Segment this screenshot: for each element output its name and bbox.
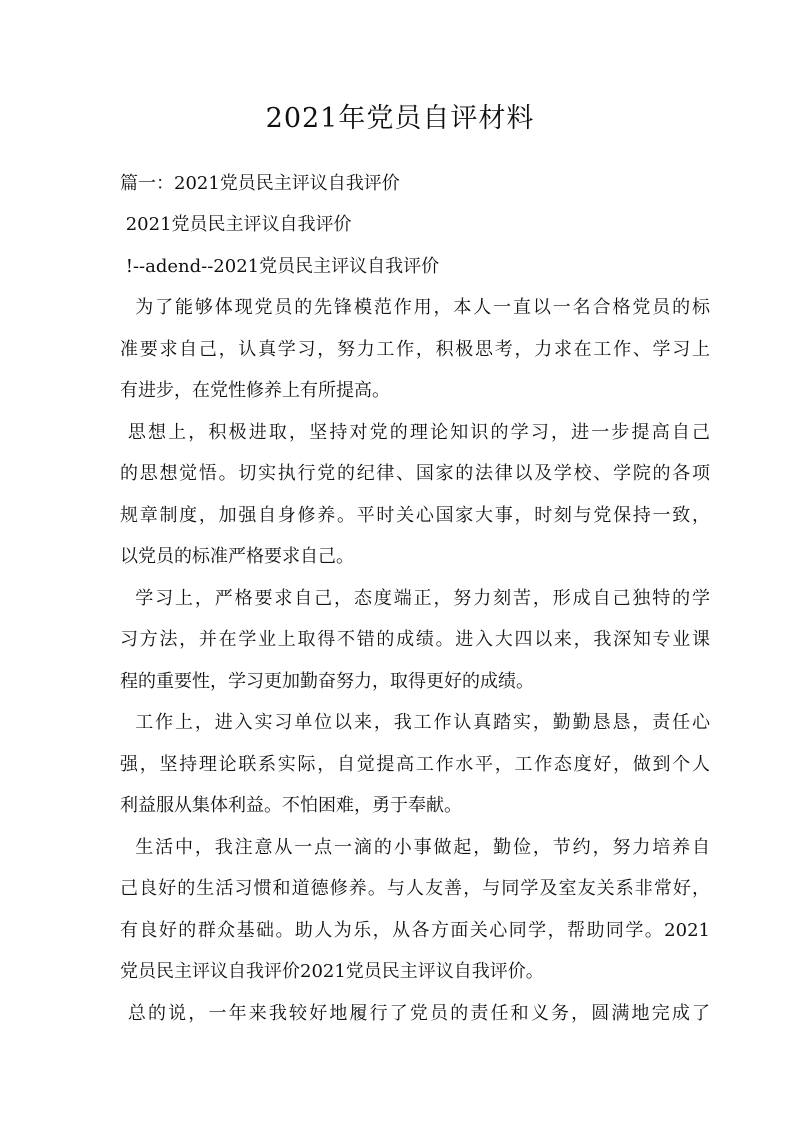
paragraph-line: 学习上，严格要求自己，态度端正，努力刻苦，形成自己独特的学 xyxy=(120,588,710,609)
section-heading: 篇一：2021党员民主评议自我评价 xyxy=(120,173,400,194)
paragraph-line: 强，坚持理论联系实际，自觉提高工作水平，工作态度好，做到个人 xyxy=(120,754,710,775)
paragraph-line: 习方法，并在学业上取得不错的成绩。进入大四以来，我深知专业课 xyxy=(120,629,710,650)
paragraph-line: 程的重要性，学习更加勤奋努力，取得更好的成绩。 xyxy=(120,671,534,692)
paragraph-line: 总的说，一年来我较好地履行了党员的责任和义务，圆满地完成了 xyxy=(120,1003,710,1024)
paragraph-line: 准要求自己，认真学习，努力工作，积极思考，力求在工作、学习上 xyxy=(120,339,710,360)
paragraph-line: 以党员的标准严格要求自己。 xyxy=(120,546,354,567)
paragraph-line: 为了能够体现党员的先锋模范作用，本人一直以一名合格党员的标 xyxy=(120,297,710,318)
subtitle-line: 2021党员民主评议自我评价 xyxy=(120,214,352,235)
paragraph-line: 有良好的群众基础。助人为乐，从各方面关心同学，帮助同学。2021 xyxy=(120,920,710,941)
paragraph-line: 有进步，在党性修养上有所提高。 xyxy=(120,380,390,401)
paragraph-line: 思想上，积极进取，坚持对党的理论知识的学习，进一步提高自己 xyxy=(120,422,710,443)
subtitle-line: !--adend--2021党员民主评议自我评价 xyxy=(120,256,440,277)
paragraph-line: 的思想觉悟。切实执行党的纪律、国家的法律以及学校、学院的各项 xyxy=(120,463,710,484)
paragraph-line: 党员民主评议自我评价2021党员民主评议自我评价。 xyxy=(120,961,544,982)
paragraph-line: 工作上，进入实习单位以来，我工作认真踏实，勤勤恳恳，责任心 xyxy=(120,712,710,733)
paragraph-line: 规章制度，加强自身修养。平时关心国家大事，时刻与党保持一致， xyxy=(120,505,710,526)
paragraph-line: 己良好的生活习惯和道德修养。与人友善，与同学及室友关系非常好， xyxy=(120,878,710,899)
paragraph-line: 生活中，我注意从一点一滴的小事做起，勤俭，节约，努力培养自 xyxy=(120,837,710,858)
document-title: 2021年党员自评材料 xyxy=(265,103,535,134)
paragraph-line: 利益服从集体利益。不怕困难，勇于奉献。 xyxy=(120,795,462,816)
